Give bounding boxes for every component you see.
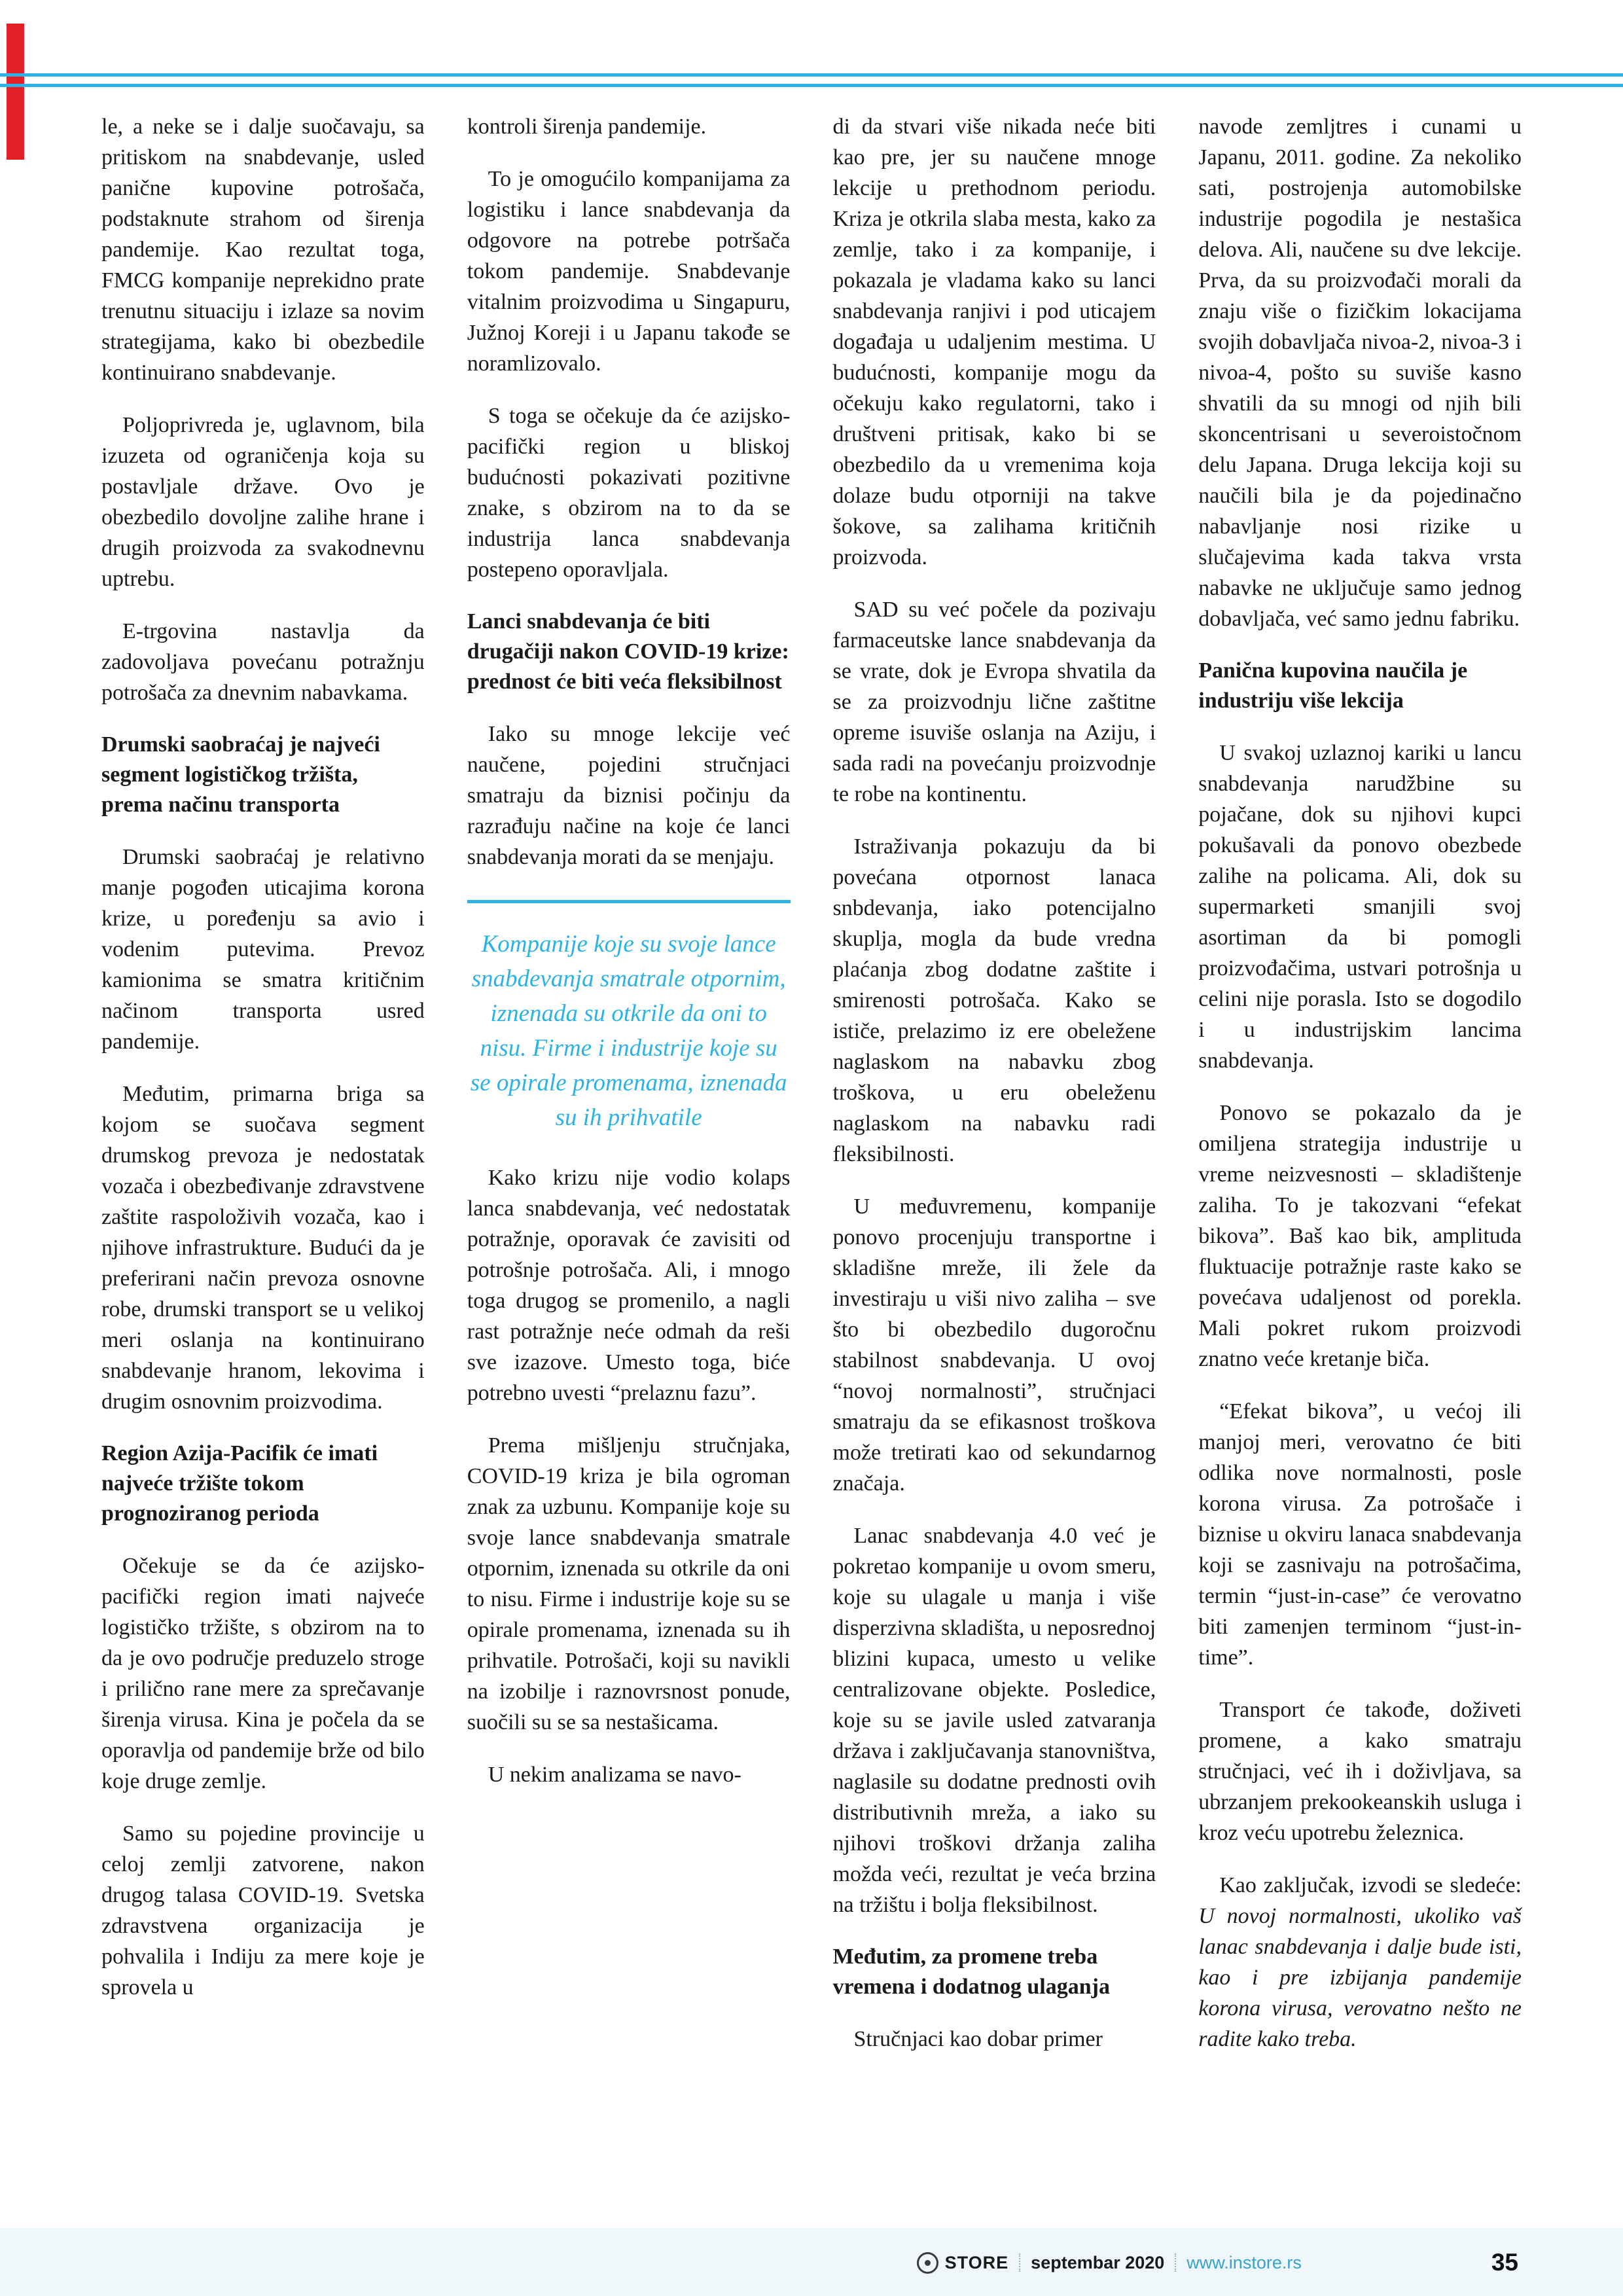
text-column xyxy=(1198,111,1522,2076)
paragraph: E-trgovina nastavlja da zadovoljava povećanu potražnju potrošača za dnevnim nabavkama. xyxy=(101,619,425,705)
paragraph: U nekim analizama se navo- xyxy=(488,1763,741,1787)
store-logo-dot xyxy=(925,2260,931,2266)
paragraph: To je omogućilo kompanijama za logistiku i lance snabdevanja da odgovore na potrebe potršača tokom pandemije. Snabdevanje vitalnim proizvodima u Singapuru, Južnoj Koreji i u Japanu takođe se noramlizovalo. xyxy=(467,167,791,376)
pull-quote: Kompanije koje su svoje lance snabdevanja smatrale otpornim, iznenada su otkrile da oni to nisu. Firme i industrije koje su se opirale promenama, iznenada su ih prihvatile xyxy=(470,931,787,1131)
store-logo-icon xyxy=(917,2252,938,2274)
paragraph: di da stvari više nikada neće biti kao pre, jer su naučene mnoge lekcije u prethodnom periodu. Kriza je otkrila slaba mesta, kako za zemlje, tako i za kompanije, i pokazala je vladama kako su lanci snabdevanja ranjivi i pod uticajem događaja u udaljenim mestima. U budućnosti, kompanije mogu da očekuju kako regulatorni, tako i društveni pritisak, kako bi se obezbedilo da u vremenima koja dolaze budu otporniji na takve šokove, sa zalihama kritičnih proizvoda. xyxy=(832,115,1156,569)
paragraph: Međutim, primarna briga sa kojom se suočava segment drumskog prevoza je nedostatak vozača i obezbeđivanje zdravstvene zaštite raspoloživih vozača, kao i njihove infrastrukture. Budući da je preferirani način prevoza osnovne robe, drumski transport se u velikoj meri oslanja na kontinuirano snabdevanje hranom, lekovima i drugim osnovnim proizvodima. xyxy=(101,1082,425,1414)
page-edge-red-bar xyxy=(7,24,24,160)
paragraph: Drumski saobraćaj je relativno manje pogođen uticajima korona krize, u poređenju sa avio i vodenim putevima. Prevoz kamionima se smatra kritičnim načinom transporta usred pandemije. xyxy=(101,845,425,1054)
footer-separator-icon xyxy=(1175,2253,1176,2272)
article-body xyxy=(101,111,1522,2076)
footer-brand: STORE xyxy=(944,2252,1009,2272)
paragraph: Istraživanja pokazuju da bi povećana otpornost lanaca snbdevanja, iako potencijalno skuplja, mogla da bude vredna plaćanja zbog dodatne zaštite i smirenosti potrošača. Kako se ističe, prelazimo iz ere obeležene naglaskom na nabavku zbog troškova, u eru obeleženu naglaskom na nabavku radi fleksibilnosti. xyxy=(832,834,1156,1166)
paragraph: navode zemljtres i cunami u Japanu, 2011. godine. Za nekoliko sati, postrojenja automobilske industrije pogodila je nestašica delova. Ali, naučene su dve lekcije. Prva, da su proizvođači morali da znaju više o fizičkim lokacijama svojih dobavljača nivoa-2, nivoa-3 i nivoa-4, pošto su suviše kasno shvatili da su mnogi od njih bili skoncentrisani u severoistočnom delu Japana. Druga lekcija koji su naučili bila je da pojedinačno nabavljanje nosi rizike u slučajevima kada takva vrsta nabavke ne uključuje samo jednog dobavljača, već samo jednu fabriku. xyxy=(1198,115,1522,631)
paragraph: Ponovo se pokazalo da je omiljena strategija industrije u vreme neizvesnosti – skladištenje zaliha. To je takozvani “efekat bikova”. Baš kao bik, amplituda fluktuacije potražnje raste kako se povećava udaljenost od porekla. Mali pokret rukom proizvodi znatno veće kretanje biča. xyxy=(1198,1101,1522,1371)
paragraph: SAD su već počele da pozivaju farmaceutske lance snabdevanja da se vrate, dok je Evropa shvatila da se za proizvodnju lične zaštitne opreme isuviše oslanja na Aziju, i sada radi na povećanju proizvodnje te robe na kontinentu. xyxy=(832,598,1156,806)
paragraph: Iako su mnoge lekcije već naučene, pojedini stručnjaci smatraju da biznisi počinju da razrađuju načine na koje će lanci snabdevanja morati da se menjaju. xyxy=(467,722,791,869)
paragraph: Transport će takođe, doživeti promene, a kako smatraju stručnjaci, već ih i doživljava, sa ubrzanjem prekookeanskih usluga i kroz veću upotrebu železnica. xyxy=(1198,1698,1522,1845)
text-column xyxy=(467,111,791,2076)
text-column xyxy=(101,111,425,2076)
paragraph: “Efekat bikova”, u većoj ili manjoj meri, verovatno će biti odlika nove normalnosti, posle korona virusa. Za potrošače i biznise u okviru lanaca snabdevanja koji se zasnivaju na potrošačima, termin “just-in-case” će verovatno biti zamenjen terminom “just-in-time”. xyxy=(1198,1399,1522,1670)
section-heading: Međutim, za promene treba vremena i dodatnog ulaganja xyxy=(832,1945,1110,1999)
page-footer xyxy=(917,2249,1518,2276)
paragraph: S toga se očekuje da će azijsko-pacifički region u bliskoj budućnosti pokazivati pozitivne znake, s obzirom na to da se industrija lanca snabdevanja postepeno oporavljala. xyxy=(467,404,791,582)
paragraph: le, a neke se i dalje suočavaju, sa pritiskom na snabdevanje, usled panične kupovine potrošača, podstaknute strahom od širenja pandemije. Kao rezultat toga, FMCG kompanije neprekidno prate trenutnu situaciju i izlaze sa novim strategijama, kako bi obezbedile kontinuirano snabdevanje. xyxy=(101,115,425,385)
footer-site-url: www.instore.rs xyxy=(1186,2252,1302,2272)
paragraph: Stručnjaci kao dobar primer xyxy=(853,2027,1103,2051)
pullquote-rule xyxy=(467,900,791,903)
footer-issue-date: septembar 2020 xyxy=(1031,2252,1165,2272)
footer-separator-icon xyxy=(1019,2253,1020,2272)
paragraph: Lanac snabdevanja 4.0 već je pokretao kompanije u ovom smeru, koje su ulagale u manja i više disperzivna skladišta, u neposrednoj blizini kupaca, umesto u velike centralizovane objekte. Posledice, koje su se javile usled zatvaranja država i zaključavanja stanovništva, naglasile su dodatne prednosti ovih distributivnih mreža, a iako su njihovi troškovi držanja zaliha možda veći, rezultat je veća brzina na tržištu i bolja fleksibilnost. xyxy=(832,1524,1156,1917)
page-number: 35 xyxy=(1491,2249,1518,2276)
paragraph: Samo su pojedine provincije u celoj zemlji zatvorene, nakon drugog talasa COVID-19. Svetska zdravstvena organizacija je pohvalila i Indiju za mere koje je sprovela u xyxy=(101,1821,425,2000)
section-heading: Lanci snabdevanja će biti drugačiji nakon COVID-19 krize: prednost će biti veća fleksibilnost xyxy=(467,609,789,694)
section-heading: Panična kupovina naučila je industriju više lekcija xyxy=(1198,658,1468,713)
section-heading: Drumski saobraćaj je najveći segment logističkog tržišta, prema načinu transporta xyxy=(101,732,380,817)
paragraph: U međuvremenu, kompanije ponovo procenjuju transportne i skladišne mreže, ili žele da investiraju u viši nivo zaliha – sve što bi obezbedilo dugoročnu stabilnost snabdevanja. U ovoj “novoj normalnosti”, stručnjaci smatraju da se efikasnost troškova može tretirati kao od sekundarnog značaja. xyxy=(832,1194,1156,1496)
paragraph: Poljoprivreda je, uglavnom, bila izuzeta od ograničenja koja su postavljale države. Ovo je obezbedilo dovoljne zalihe hrane i drugih proizvoda za svakodnevnu uptrebu. xyxy=(101,413,425,591)
top-cyan-rule-2 xyxy=(0,84,1623,87)
paragraph: Prema mišljenju stručnjaka, COVID-19 kriza je bila ogroman znak za uzbunu. Kompanije koje su svoje lance snabdevanja smatrale otpornim, iznenada su otkrile da oni to nisu. Firme i industrije koje su se opirale promenama, iznenada su ih prihvatile. Potrošači, koji su navikli na izobilje i raznovrsnost ponude, suočili su se sa nestašicama. xyxy=(467,1433,791,1734)
text-column xyxy=(833,111,1156,2076)
section-heading: Region Azija-Pacifik će imati najveće tržište tokom prognoziranog perioda xyxy=(101,1441,378,1526)
paragraph: Kao zaključak, izvodi se sledeće: U novoj normalnosti, ukoliko vaš lanac snabdevanja i dalje bude isti, kao i pre izbijanja pandemije korona virusa, verovatno nešto ne radite kako treba. xyxy=(1198,1873,1522,2051)
italic-conclusion: U novoj normalnosti, ukoliko vaš lanac snabdevanja i dalje bude isti, kao i pre izbijanja pandemije korona virusa, verovatno nešto ne radite kako treba. xyxy=(1198,1904,1522,2051)
paragraph: U svakoj uzlaznoj kariki u lancu snabdevanja narudžbine su pojačane, dok su njihovi kupci pokušavali da ponovo obezbede zalihe na policama. Ali, dok su supermarketi smanjili svoj asortiman da bi pomogli proizvođačima, ustvari potrošnja u celini nije porasla. Isto se dogodilo i u industrijskim lancima snabdevanja. xyxy=(1198,741,1522,1073)
top-cyan-rule-1 xyxy=(0,73,1623,77)
paragraph: Kako krizu nije vodio kolaps lanca snabdevanja, već nedostatak potražnje, oporavak će zavisiti od potrošnje potrošača. Ali, i mnogo toga drugog se promenilo, a nagli rast potražnje neće odmah da reši sve izazove. Umesto toga, biće potrebno uvesti “prelaznu fazu”. xyxy=(467,1166,791,1405)
paragraph: Očekuje se da će azijsko-pacifički region imati najveće logističko tržište, s obzirom na to da je ovo područje preduzelo stroge i prilično rane mere za sprečavanje širenja virusa. Kina je počela da se oporavlja od pandemije brže od bilo koje druge zemlje. xyxy=(101,1554,425,1793)
paragraph: kontroli širenja pandemije. xyxy=(467,115,707,139)
